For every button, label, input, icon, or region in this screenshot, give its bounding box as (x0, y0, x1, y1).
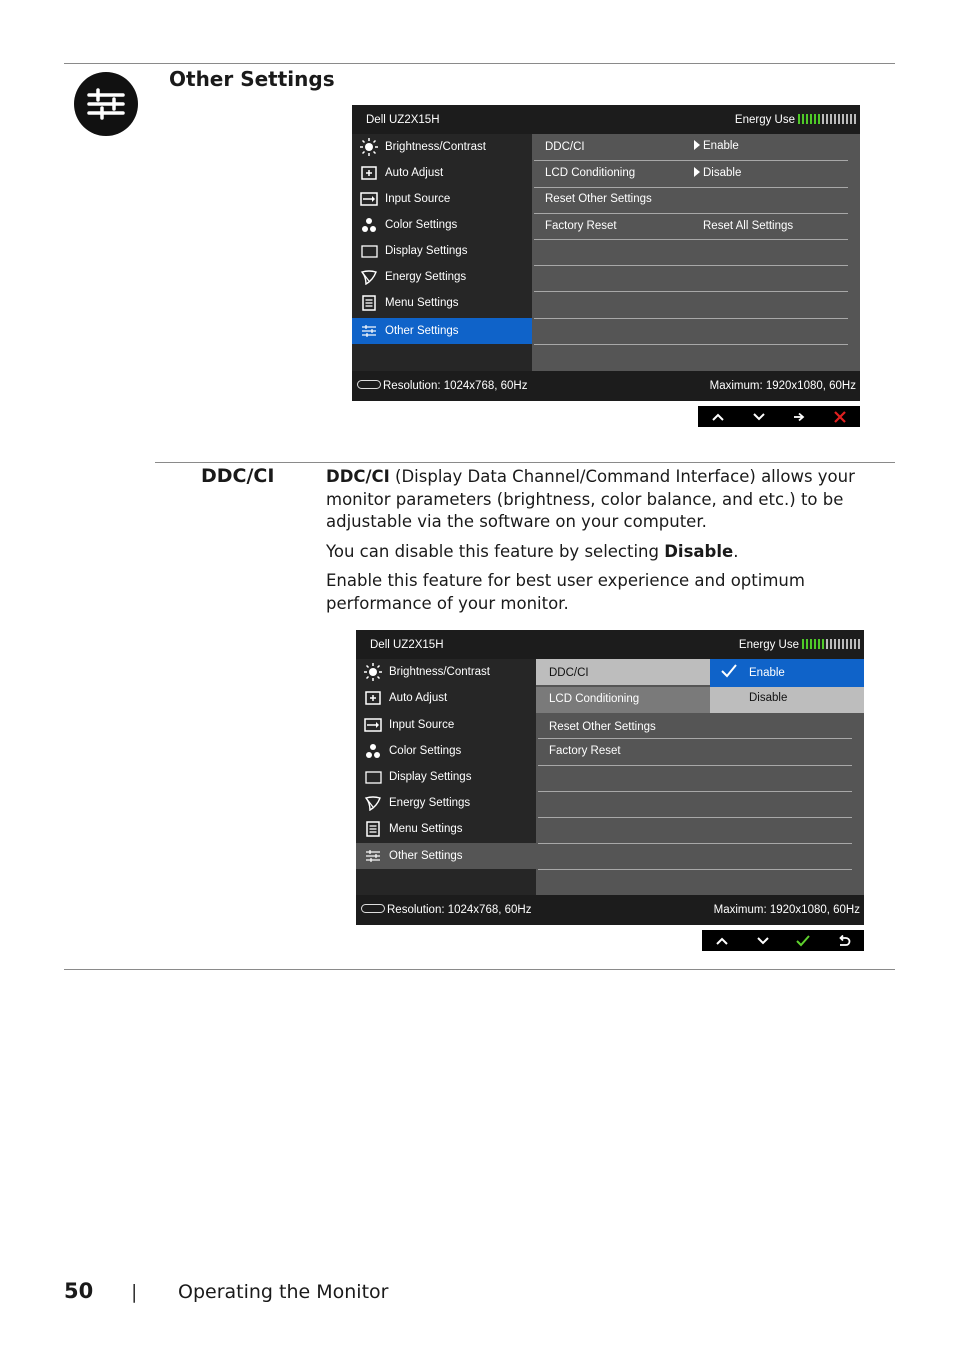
osd-sidebar (352, 134, 532, 371)
option-enable[interactable] (710, 659, 864, 687)
osd-menu-label: Input Source (385, 193, 451, 205)
osd-menu-input-source[interactable] (352, 186, 532, 212)
osd-menu-label: Other Settings (389, 850, 463, 862)
input-source-icon (360, 190, 378, 208)
osd-menu-label: Auto Adjust (385, 167, 444, 179)
option-label: Disable (749, 692, 788, 704)
osd-menu-label: Auto Adjust (389, 692, 448, 704)
osd-row-reset-other[interactable]: Reset Other Settings (545, 193, 652, 205)
bottom-rule (64, 969, 895, 970)
resolution-text: Resolution: 1024x768, 60Hz (387, 904, 532, 916)
menu-doc-icon (360, 294, 378, 312)
section-title: Other Settings (169, 67, 335, 91)
osd-buttons-1 (698, 406, 860, 427)
osd-row-ddcci-value (694, 140, 739, 152)
osd-menu-label: Display Settings (385, 245, 468, 257)
osd-menu-brightness[interactable] (352, 134, 532, 160)
footer-separator: | (131, 1281, 138, 1303)
row-divider (538, 765, 852, 766)
osd-sidebar (356, 659, 536, 895)
row-divider (538, 817, 852, 818)
right-arrow-icon[interactable] (779, 406, 820, 427)
leaf-icon (364, 794, 382, 812)
color-dots-icon (360, 216, 378, 234)
osd-menu-display-settings[interactable] (356, 764, 536, 790)
row-divider (538, 869, 852, 870)
osd-main-panel (532, 134, 860, 371)
osd-row-lcd-value (694, 167, 741, 179)
check-icon (720, 663, 738, 682)
row-divider (534, 265, 848, 266)
osd-model: Dell UZ2X15H (366, 114, 440, 126)
osd-menu-label: Menu Settings (389, 823, 463, 835)
ddc-bold: DDC/CI (326, 467, 390, 486)
ddc-paragraph-3: Enable this feature for best user experience and optimum performance of your monitor. (326, 571, 805, 613)
osd-menu-input-source[interactable] (356, 712, 536, 738)
ddc-text: You can disable this feature by selecting (326, 542, 665, 561)
osd-row-ddcci[interactable]: DDC/CI (545, 141, 585, 153)
osd-resolution (361, 904, 532, 916)
row-divider (538, 791, 852, 792)
osd-menu-label: Color Settings (389, 745, 462, 757)
back-icon[interactable] (824, 930, 865, 951)
osd-menu-other-settings[interactable] (352, 318, 532, 344)
close-x-icon[interactable] (820, 406, 861, 427)
down-arrow-icon[interactable] (743, 930, 784, 951)
osd-menu-label: Energy Settings (389, 797, 471, 809)
osd-model: Dell UZ2X15H (370, 639, 444, 651)
osd-row-reset-other[interactable]: Reset Other Settings (549, 721, 656, 733)
osd-header (352, 105, 860, 134)
osd-maximum: Maximum: 1920x1080, 60Hz (713, 904, 860, 916)
row-divider (534, 213, 848, 214)
sliders-icon (360, 322, 378, 340)
triangle-right-icon (694, 167, 700, 177)
up-arrow-icon[interactable] (698, 406, 739, 427)
osd-screenshot-other-settings (352, 105, 860, 401)
page-number: 50 (64, 1279, 94, 1303)
sliders-icon (364, 847, 382, 865)
osd-screenshot-ddcci (356, 630, 864, 925)
row-divider (538, 843, 852, 844)
osd-value: Enable (703, 140, 739, 152)
row-divider (534, 239, 848, 240)
sun-icon (360, 138, 378, 156)
osd-menu-energy-settings[interactable] (356, 790, 536, 816)
color-dots-icon (364, 742, 382, 760)
osd-menu-energy-settings[interactable] (352, 264, 532, 290)
row-divider (534, 344, 848, 345)
row-divider (538, 738, 852, 739)
ddc-label: DDC/CI (201, 465, 275, 487)
ddc-text: (Display Data Channel/Command Interface) allows your monitor parameters (brightness, color balance, and etc.) to be adjustable via the software on your computer. (326, 467, 855, 531)
row-divider (534, 291, 848, 292)
osd-row-label: DDC/CI (549, 667, 589, 679)
osd-menu-label: Color Settings (385, 219, 458, 231)
osd-menu-label: Brightness/Contrast (385, 141, 486, 153)
osd-energy (735, 114, 856, 126)
leaf-icon (360, 268, 378, 286)
up-arrow-icon[interactable] (702, 930, 743, 951)
osd-menu-label: Other Settings (385, 325, 459, 337)
osd-menu-color-settings[interactable] (356, 738, 536, 764)
ddc-rule (155, 462, 895, 463)
osd-row-factory-reset[interactable]: Factory Reset (549, 745, 621, 757)
osd-menu-menu-settings[interactable] (352, 290, 532, 316)
down-arrow-icon[interactable] (739, 406, 780, 427)
osd-menu-other-settings[interactable] (356, 843, 536, 869)
energy-meter-icon (802, 639, 860, 649)
energy-use-label: Energy Use (734, 114, 795, 126)
osd-menu-menu-settings[interactable] (356, 816, 536, 842)
osd-menu-label: Menu Settings (385, 297, 459, 309)
osd-row-ddcci-selected[interactable] (536, 659, 710, 685)
osd-row-lcd-conditioning[interactable] (536, 687, 710, 713)
resolution-text: Resolution: 1024x768, 60Hz (383, 380, 528, 392)
other-settings-icon (74, 72, 138, 136)
display-rect-icon (364, 768, 382, 786)
osd-value: Disable (703, 167, 742, 179)
ddc-text: . (733, 542, 739, 561)
row-divider (534, 318, 848, 319)
osd-menu-brightness[interactable] (356, 659, 536, 685)
osd-menu-label: Brightness/Contrast (389, 666, 490, 678)
sun-icon (364, 663, 382, 681)
osd-menu-color-settings[interactable] (352, 212, 532, 238)
osd-energy (739, 639, 860, 651)
osd-resolution (357, 380, 528, 392)
top-rule (64, 63, 895, 64)
auto-adjust-icon (364, 689, 382, 707)
osd-menu-auto-adjust[interactable] (356, 685, 536, 711)
ddc-paragraph-2 (326, 541, 886, 564)
ddc-paragraph-1 (326, 466, 886, 534)
disable-bold: Disable (664, 542, 734, 561)
energy-meter-icon (798, 114, 856, 124)
row-divider (534, 160, 848, 161)
option-disable[interactable] (710, 687, 864, 713)
row-divider (534, 187, 848, 188)
energy-use-label: Energy Use (738, 639, 799, 651)
osd-row-lcd-conditioning[interactable]: LCD Conditioning (545, 167, 636, 179)
auto-adjust-icon (360, 164, 378, 182)
option-label: Enable (749, 667, 785, 679)
osd-menu-label: Input Source (389, 719, 455, 731)
osd-header (356, 630, 864, 659)
check-icon[interactable] (783, 930, 824, 951)
osd-menu-label: Energy Settings (385, 271, 467, 283)
triangle-right-icon (694, 140, 700, 150)
osd-footer (352, 371, 860, 401)
osd-row-label: LCD Conditioning (549, 693, 640, 705)
connector-icon (361, 904, 385, 913)
display-rect-icon (360, 242, 378, 260)
osd-menu-label: Display Settings (389, 771, 472, 783)
connector-icon (357, 380, 381, 389)
osd-menu-display-settings[interactable] (352, 238, 532, 264)
osd-maximum: Maximum: 1920x1080, 60Hz (709, 380, 856, 392)
footer-title: Operating the Monitor (178, 1281, 389, 1303)
input-source-icon (364, 716, 382, 734)
osd-footer (356, 895, 864, 925)
osd-row-factory-reset[interactable]: Factory Reset (545, 220, 617, 232)
menu-doc-icon (364, 820, 382, 838)
osd-row-factory-reset-value: Reset All Settings (703, 220, 794, 232)
osd-buttons-2 (702, 930, 864, 951)
osd-main-panel (536, 659, 864, 895)
osd-menu-auto-adjust[interactable] (352, 160, 532, 186)
